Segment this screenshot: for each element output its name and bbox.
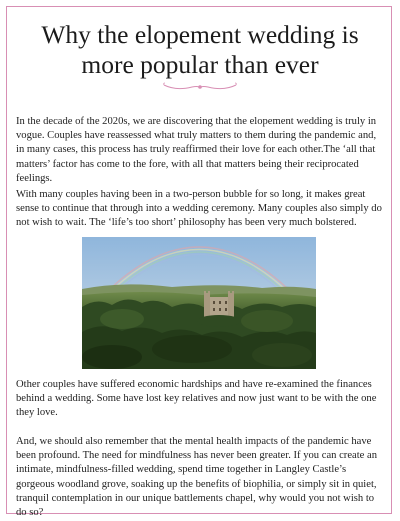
paragraph-two-person-bubble: With many couples having been in a two-person bubble for so long, it makes great sense to continue that through into a wedding ceremony. Many couples also simply do not wish to wait. The ‘life’s too short’ philosophy has been very much bolstered. — [16, 189, 382, 229]
paragraph-economic-hardships: Other couples have suffered economic hardships and have re-examined the finances behind a wedding. Some have lost key relatives and now just want to be with the one they love. — [16, 379, 377, 419]
paragraph-intro: In the decade of the 2020s, we are discovering that the elopement wedding is truly in vogue. Couples have reassessed what truly matters to them during the pandemic and, in many cases, this process has truly reaffirmed their love for each other.The ‘all that matters’ factor has come to the fore, with all that matters being their reciprocated feelings. — [16, 116, 377, 184]
castle-rainbow-photo — [82, 237, 316, 369]
article-title: Why the elopement wedding is more popular than ever — [41, 20, 359, 79]
paragraph-mental-health: And, we should also remember that the mental health impacts of the pandemic have been profound. The need for mindfulness has never been greater. If you can create an intimate, mindfulness-filled wedding, spend time together in Langley Castle’s gorgeous woodland grove, soaking up the benefits of biophilia, or simply sit in quiet, tranquil contemplation in our unique battlements chapel, why would you not wish to do so? — [16, 436, 378, 519]
flourish-divider-icon — [162, 82, 238, 92]
